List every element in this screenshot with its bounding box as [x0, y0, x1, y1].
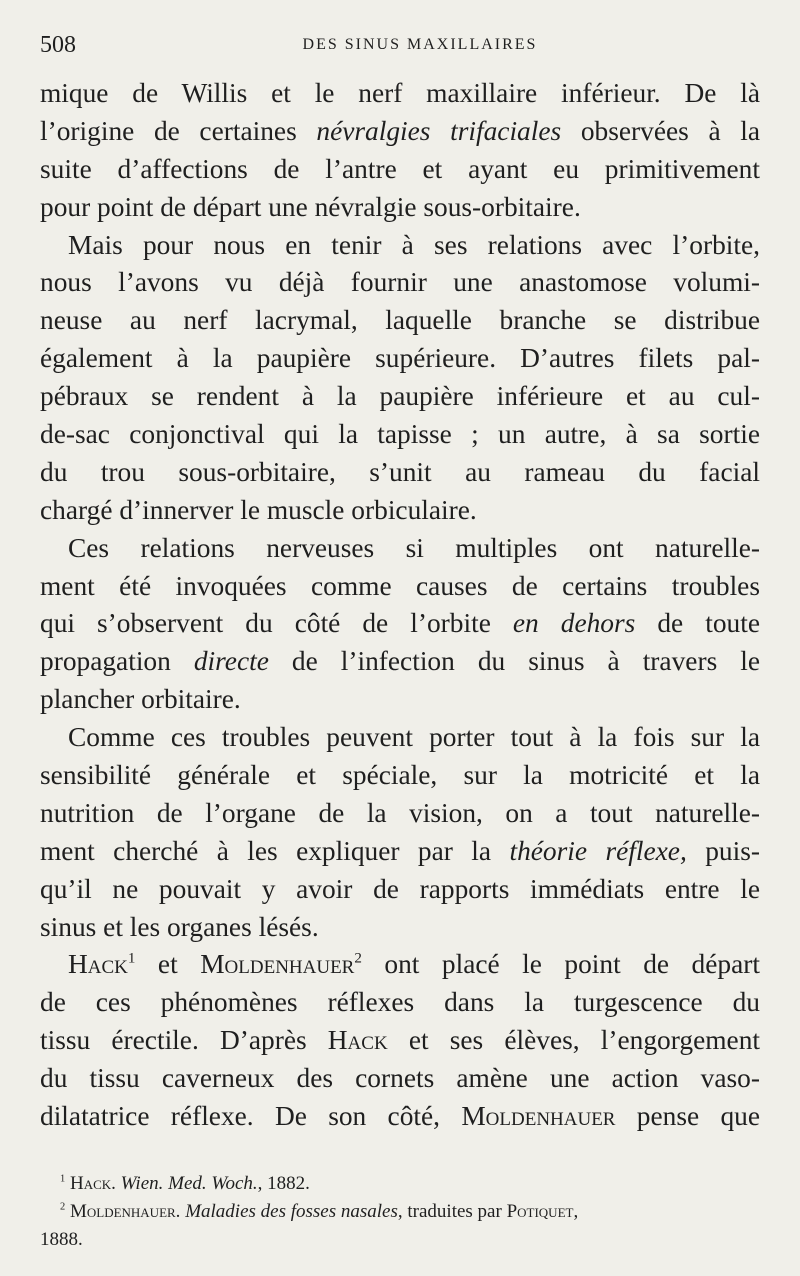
text-line: plancher orbitaire. — [40, 684, 241, 715]
text-line: pébraux se rendent à la paupière inférieure et au cul- — [40, 381, 760, 412]
italic-term: directe — [193, 646, 269, 677]
text-line: dilatatrice réflexe. De son côté, Moldenhauer pense que — [40, 1101, 760, 1132]
text-line: sensibilité générale et spéciale, sur la motricité et la — [40, 760, 760, 791]
text-line: mique de Willis et le nerf maxillaire inférieur. De là — [40, 78, 760, 108]
text-line: neuse au nerf lacrymal, laquelle branche se distribue — [40, 305, 760, 336]
italic-term: névralgies trifaciales — [316, 115, 562, 146]
paragraph-first-line: Comme ces troubles peuvent porter tout à la fois sur la — [68, 722, 760, 753]
author-name: Moldenhauer — [200, 949, 355, 980]
author-name: Hack — [327, 1025, 388, 1056]
footnote-ref: 2 — [354, 950, 362, 967]
text-line: qui s’observent du côté de l’orbite en dehors de toute — [40, 608, 760, 639]
text-line: qu’il ne pouvait y avoir de rapports immédiats entre le — [40, 873, 760, 904]
text-line: du trou sous-orbitaire, s’unit au rameau du facial — [40, 456, 760, 487]
page-number: 508 — [40, 32, 76, 58]
text-line: ment été invoquées comme causes de certains troubles — [40, 570, 760, 601]
footnotes — [40, 1170, 760, 1254]
footnote-2: $^2$ Moldenhauer. Maladies des fosses nasales, traduites par Potiquet, — [60, 1201, 579, 1222]
text-line: ment cherché à les expliquer par la théorie réflexe, puis- — [40, 835, 760, 866]
text-line: l’origine de certaines névralgies trifaciales observées à la — [40, 115, 760, 146]
text-line: suite d’affections de l’antre et ayant eu primitivement — [40, 153, 760, 184]
text-line: sinus et les organes lésés. — [40, 911, 319, 942]
paragraph-first-line: Hack$^1$ et Moldenhauer$^2$ ont placé le point de départ — [68, 949, 760, 980]
text-line: chargé d’innerver le muscle orbiculaire. — [40, 494, 477, 525]
text-line: nous l’avons vu déjà fournir une anastomose volumi- — [40, 267, 760, 298]
paragraph-first-line: Mais pour nous en tenir à ses relations avec l’orbite, — [68, 229, 760, 260]
author-name: Hack — [68, 949, 128, 980]
text-line: du tissu caverneux des cornets amène une action vaso- — [40, 1063, 760, 1094]
text-line: nutrition de l’organe de la vision, on a tout naturelle- — [40, 797, 760, 828]
body-text — [40, 75, 760, 1136]
footnote-1: $^1$ Hack. Wien. Med. Woch., 1882. — [60, 1173, 310, 1194]
footnote-ref: 1 — [127, 950, 136, 967]
text-line: pour point de départ une névralgie sous-orbitaire. — [40, 191, 581, 222]
running-head: DES SINUS MAXILLAIRES — [302, 36, 538, 53]
text-line: également à la paupière supérieure. D’autres filets pal- — [40, 343, 760, 374]
footnote-2-continued: 1888. — [40, 1229, 83, 1250]
text-line: de ces phénomènes réflexes dans la turgescence du — [40, 987, 760, 1018]
text-line: de-sac conjonctival qui la tapisse ; un autre, à sa sortie — [40, 419, 760, 450]
text-line: propagation directe de l’infection du sinus à travers le — [40, 646, 760, 677]
author-name: Moldenhauer — [461, 1101, 616, 1132]
italic-term: en dehors — [512, 608, 636, 639]
italic-term: théorie réflexe, — [509, 835, 687, 866]
paragraph-first-line: Ces relations nerveuses si multiples ont naturelle- — [68, 532, 760, 563]
page-header — [40, 30, 760, 60]
text-line: tissu érectile. D’après Hack et ses élèves, l’engorgement — [40, 1025, 760, 1056]
